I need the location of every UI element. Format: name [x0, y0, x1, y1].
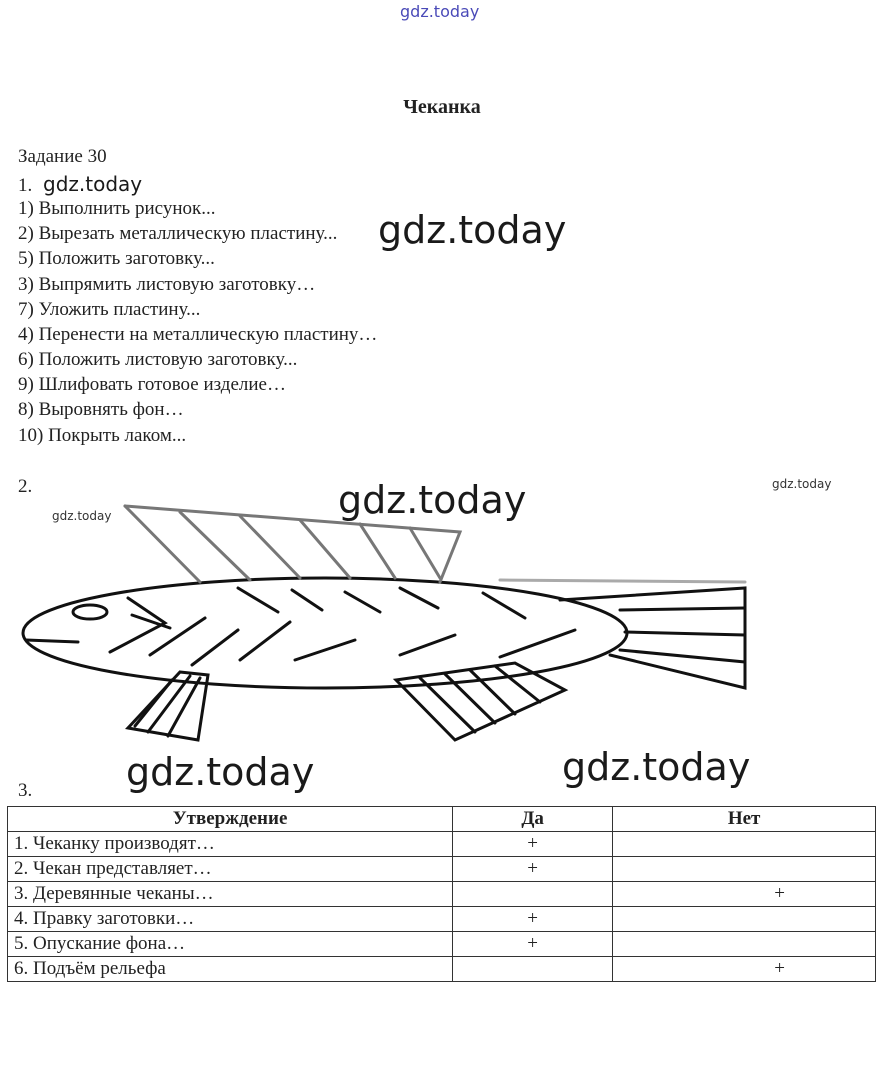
statement-cell: 2. Чекан представляет… [8, 857, 453, 882]
table-row [8, 857, 876, 882]
step-item: 7) Уложить пластину... [18, 299, 201, 320]
watermark-big: gdz.today [338, 478, 527, 522]
header-no: Нет [613, 807, 876, 832]
table-row [8, 882, 876, 907]
page-title: Чеканка [403, 96, 481, 118]
watermark-small: gdz.today [52, 509, 112, 523]
no-cell: + [613, 882, 876, 907]
item-2-label: 2. [18, 476, 33, 497]
step-item: 8) Выровнять фон… [18, 399, 184, 420]
task-label: Задание 30 [18, 146, 107, 167]
yes-cell: + [453, 832, 613, 857]
table-row [8, 832, 876, 857]
no-cell [613, 932, 876, 957]
no-cell [613, 907, 876, 932]
watermark-big: gdz.today [562, 745, 751, 789]
watermark-small: gdz.today [772, 477, 832, 491]
answers-table [7, 806, 876, 982]
statement-cell: 1. Чеканку производят… [8, 832, 453, 857]
step-item: 6) Положить листовую заготовку... [18, 349, 298, 370]
step-item: 2) Вырезать металлическую пластину... [18, 223, 338, 244]
table-row [8, 907, 876, 932]
fish-drawing [0, 490, 884, 750]
step-item: 9) Шлифовать готовое изделие… [18, 374, 286, 395]
yes-cell [453, 882, 613, 907]
yes-cell: + [453, 932, 613, 957]
step-item: 10) Покрыть лаком... [18, 425, 187, 446]
step-item: 5) Положить заготовку... [18, 248, 215, 269]
no-cell [613, 832, 876, 857]
item-1-row [18, 172, 142, 197]
watermark-big: gdz.today [378, 208, 567, 252]
watermark-big: gdz.today [126, 750, 315, 794]
item-3-label: 3. [18, 780, 33, 801]
watermark-top: gdz.today [400, 2, 480, 21]
watermark-inline: gdz.today [43, 172, 143, 196]
yes-cell: + [453, 907, 613, 932]
no-cell [613, 857, 876, 882]
table-row [8, 932, 876, 957]
step-item: 3) Выпрямить листовую заготовку… [18, 274, 316, 295]
step-item: 4) Перенести на металлическую пластину… [18, 324, 378, 345]
item-1-label: 1. [18, 175, 33, 196]
no-cell: + [613, 957, 876, 982]
statement-cell: 5. Опускание фона… [8, 932, 453, 957]
yes-cell: + [453, 857, 613, 882]
step-item: 1) Выполнить рисунок... [18, 198, 216, 219]
header-statement: Утверждение [8, 807, 453, 832]
table-row [8, 957, 876, 982]
statement-cell: 3. Деревянные чеканы… [8, 882, 453, 907]
fish-body [23, 578, 627, 688]
table-header-row [8, 807, 876, 832]
statement-cell: 6. Подъём рельефа [8, 957, 453, 982]
yes-cell [453, 957, 613, 982]
statement-cell: 4. Правку заготовки… [8, 907, 453, 932]
header-yes: Да [453, 807, 613, 832]
